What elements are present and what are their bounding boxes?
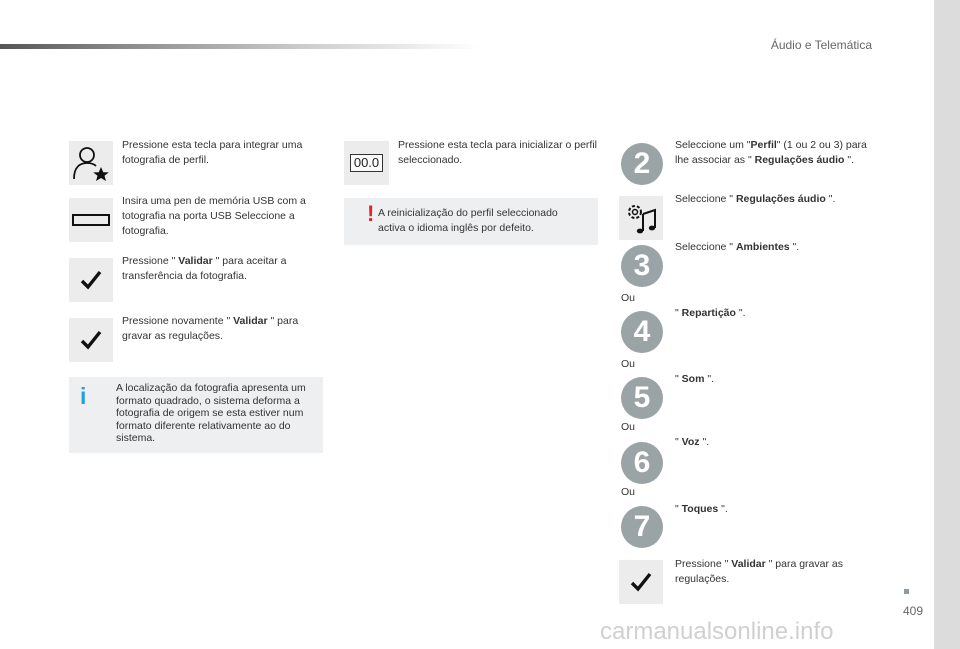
- or-label: Ou: [621, 486, 636, 498]
- step-validate-transfer: Pressione " Validar " para aceitar a transferência da fotografia.: [122, 255, 287, 282]
- audio-settings-icon: [619, 196, 663, 240]
- display-readout: 00.0: [350, 154, 383, 172]
- step-audio-settings: Seleccione " Regulações áudio ".: [675, 193, 836, 205]
- step-number-badge: 3: [621, 245, 663, 287]
- or-label: Ou: [621, 358, 636, 370]
- info-icon: i: [80, 383, 87, 409]
- checkmark-icon: [619, 560, 663, 604]
- step-insert-usb: Insira uma pen de memória USB com a totografia na porta USB Seleccione a fotografia.: [122, 195, 306, 237]
- warning-icon: !: [367, 201, 375, 226]
- warning-note: [344, 198, 598, 245]
- page-marker: [904, 589, 909, 594]
- checkmark-icon: [69, 258, 113, 302]
- or-label: Ou: [621, 421, 636, 433]
- checkmark-icon: [69, 318, 113, 362]
- step-reset-profile: Pressione esta tecla para inicializar o perfil seleccionado.: [398, 139, 598, 166]
- reset-display-icon: [344, 141, 389, 185]
- step-profile-photo: Pressione esta tecla para integrar uma fotografia de perfil.: [122, 139, 303, 166]
- step-validate-final: Pressione " Validar " para gravar as regulações.: [675, 558, 843, 585]
- step-number-badge: 6: [621, 442, 663, 484]
- step-ringtones: " Toques ".: [675, 503, 728, 515]
- or-label: Ou: [621, 292, 636, 304]
- warning-note-text: A reinicialização do perfil seleccionado activa o idioma inglês por defeito.: [378, 207, 558, 234]
- info-note: [69, 377, 323, 453]
- step-number-badge: 7: [621, 506, 663, 548]
- step-distribution: " Repartição ".: [675, 307, 746, 319]
- page-number: 409: [902, 604, 923, 618]
- step-number-badge: 4: [621, 311, 663, 353]
- profile-photo-icon: [69, 141, 113, 185]
- step-ambiences: Seleccione " Ambientes ".: [675, 241, 800, 253]
- watermark: carmanualsonline.info: [600, 618, 834, 645]
- step-number-badge: 5: [621, 377, 663, 419]
- step-select-profile: Seleccione um "Perfil" (1 ou 2 ou 3) para lhe associar as " Regulações áudio ".: [675, 139, 867, 166]
- step-number-badge: 2: [621, 143, 663, 185]
- step-sound: " Som ".: [675, 373, 714, 385]
- info-note-text: A localização da fotografia apresenta um formato quadrado, o sistema deforma a fotografia de origem se esta estiver num formato diferente relativamente ao do sistema.: [116, 382, 306, 444]
- step-validate-settings: Pressione novamente " Validar " para gravar as regulações.: [122, 315, 299, 342]
- step-voice: " Voz ".: [675, 436, 710, 448]
- header-rule: [0, 44, 480, 49]
- side-tab: [934, 0, 960, 649]
- section-title: Áudio e Telemática: [770, 38, 872, 52]
- usb-stick-icon: [69, 198, 113, 242]
